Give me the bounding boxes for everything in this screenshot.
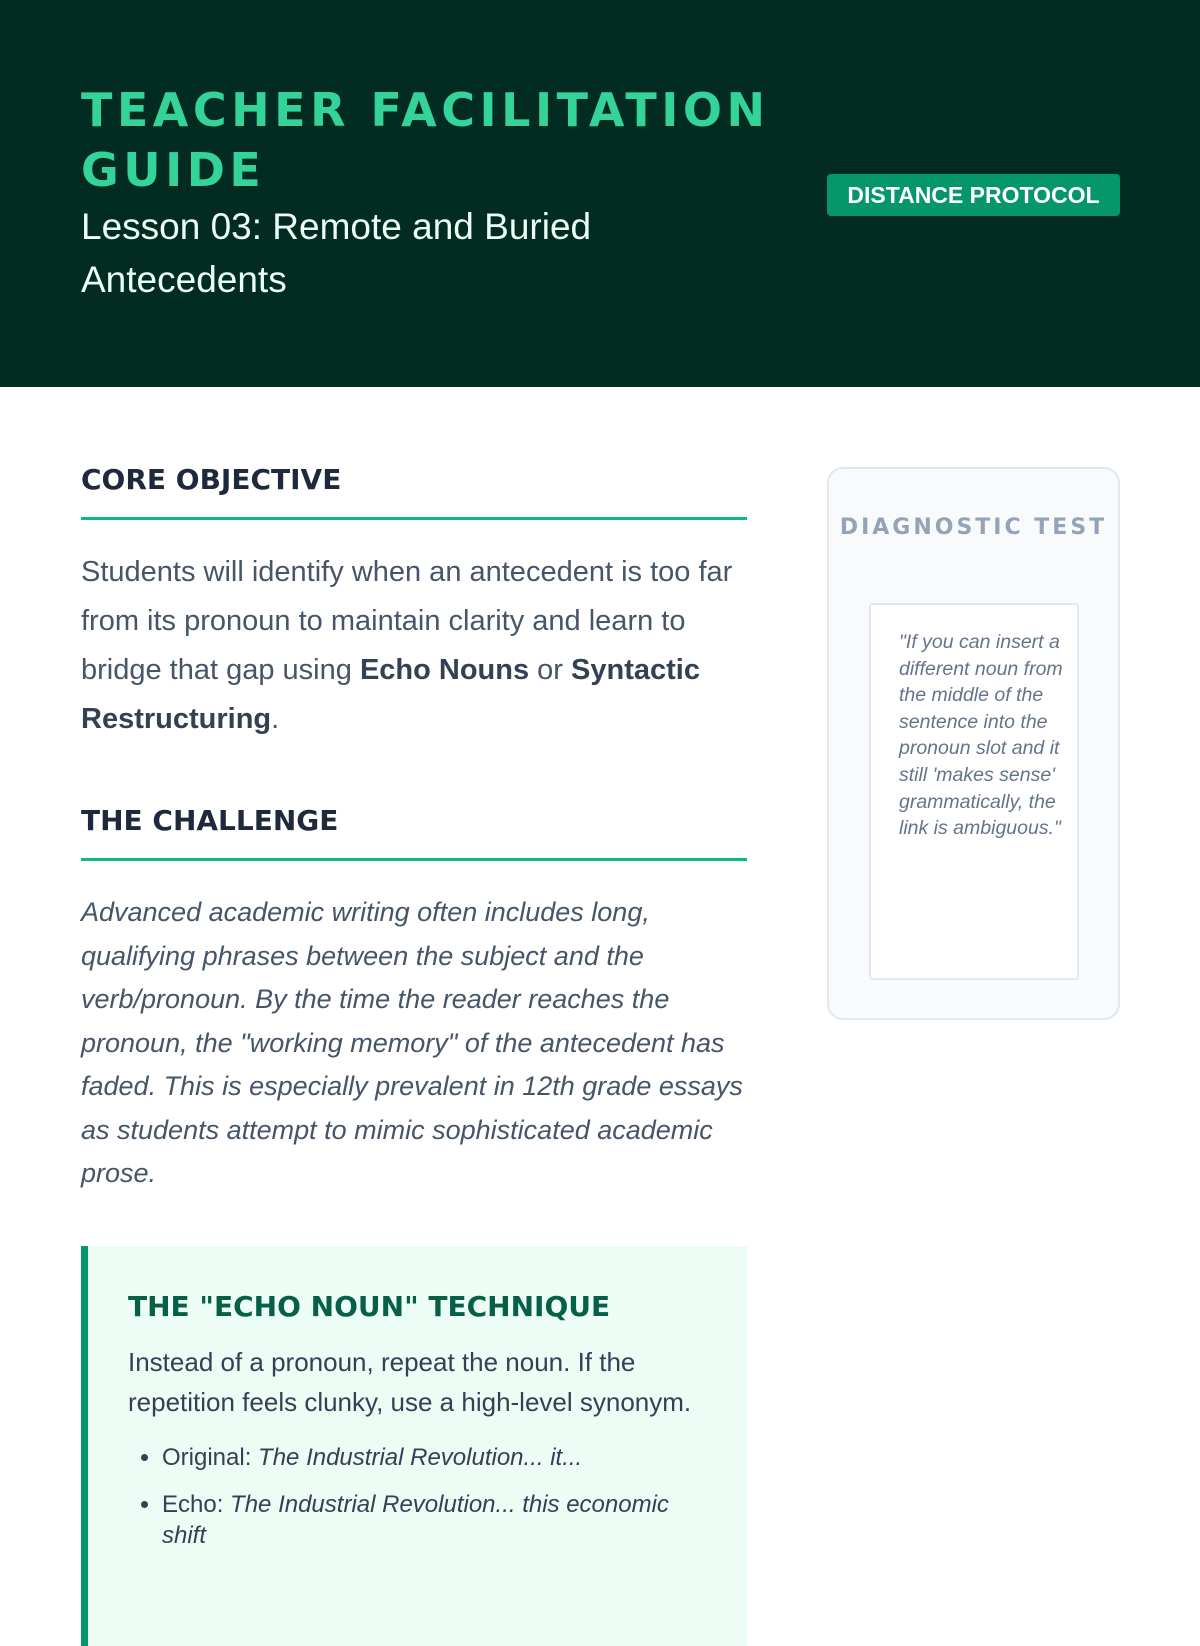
- example-text: The Industrial Revolution... this economic shift: [162, 1490, 669, 1549]
- challenge-heading: THE CHALLENGE: [81, 804, 747, 861]
- diagnostic-quote: "If you can insert a different noun from the middle of the sentence into the pronoun slot and it still 'makes sense' grammatically, the link is ambiguous.": [899, 631, 1063, 840]
- main-content: [81, 463, 747, 1646]
- challenge-text: Advanced academic writing often includes long, qualifying phrases between the subject and the verb/pronoun. By the time the reader reaches the pronoun, the "working memory" of the antecedent has faded. This is especially prevalent in 12th grade essays as students attempt to mimic sophisticated academic prose.: [81, 897, 743, 1188]
- diagnostic-sidebar: [827, 467, 1120, 1020]
- technique-title: THE "ECHO NOUN" TECHNIQUE: [128, 1289, 611, 1323]
- echo-noun-callout: [81, 1246, 747, 1646]
- lesson-subtitle: Lesson 03: Remote and Buried Antecedents: [81, 206, 592, 300]
- technique-examples: [128, 1442, 707, 1551]
- protocol-badge: DISTANCE PROTOCOL: [827, 174, 1120, 216]
- objective-text-part: Students will identify when an antecedent is too far from its pronoun to maintain clarity and learn to bridge that gap using: [81, 556, 733, 686]
- quote-box: [869, 603, 1079, 980]
- objective-text-part: or: [529, 654, 572, 686]
- list-item: [162, 1489, 707, 1551]
- list-item: [162, 1442, 707, 1473]
- page-header: [0, 0, 1200, 387]
- example-label: Original:: [162, 1443, 252, 1471]
- sidebar-title: DIAGNOSTIC TEST: [839, 515, 1108, 540]
- core-objective-heading: CORE OBJECTIVE: [81, 463, 747, 520]
- objective-text-part: .: [271, 703, 280, 735]
- example-text: The Industrial Revolution... it...: [258, 1443, 583, 1471]
- page-title: TEACHER FACILITATION GUIDE: [81, 83, 770, 197]
- example-label: Echo:: [162, 1490, 224, 1518]
- syntactic-restructuring-term: Syntactic Restructuring: [81, 654, 700, 735]
- echo-nouns-term: Echo Nouns: [359, 654, 530, 686]
- technique-description: Instead of a pronoun, repeat the noun. If the repetition feels clunky, use a high-level synonym.: [128, 1346, 692, 1417]
- core-objective-text: [81, 548, 747, 744]
